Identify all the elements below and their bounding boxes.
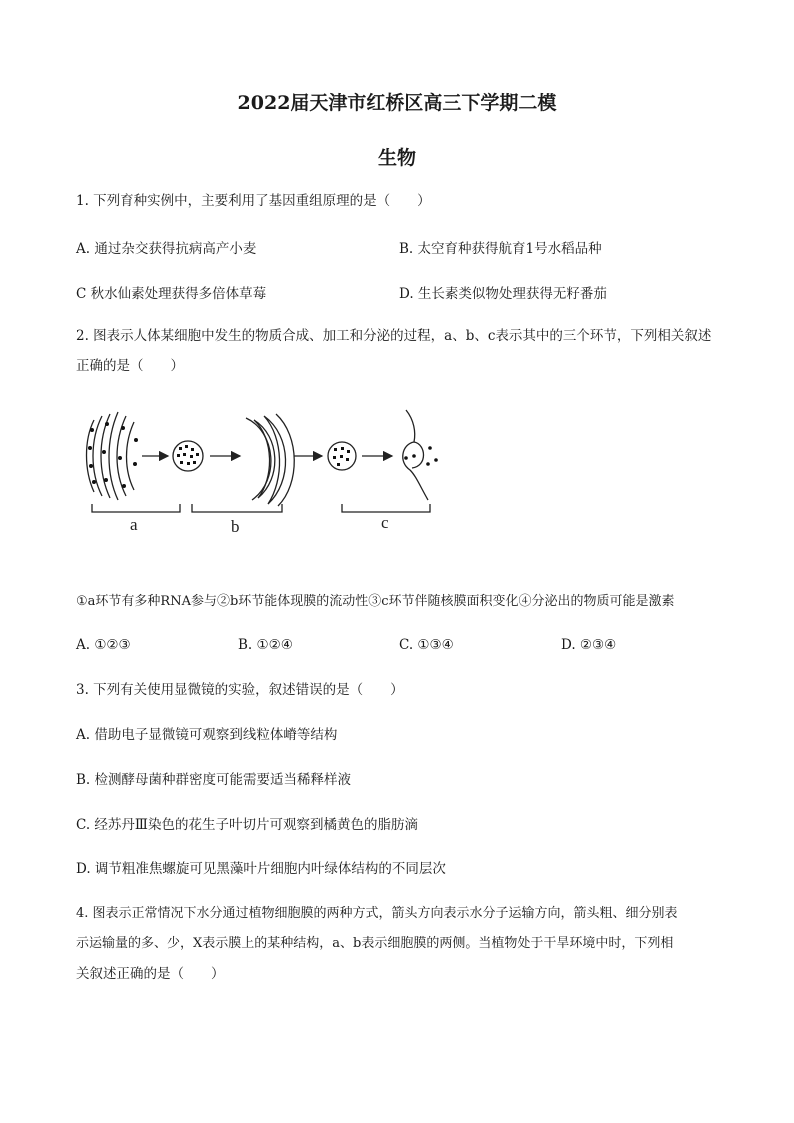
exam-title: 2022届天津市红桥区高三下学期二模 — [237, 92, 557, 114]
q1-option-c: C 秋水仙素处理获得多倍体草莓 — [76, 286, 267, 302]
label-b: b — [231, 517, 240, 536]
q2-option-c: C. ①③④ — [399, 637, 454, 653]
q2-option-d: D. ②③④ — [561, 637, 617, 653]
q2-stem-line1: 2. 图表示人体某细胞中发生的物质合成、加工和分泌的过程，a、b、c表示其中的三个环节，下列相关叙述 — [76, 328, 712, 344]
q1-option-d: D. 生长素类似物处理获得无籽番茄 — [399, 286, 607, 302]
q2-option-b: B. ①②④ — [238, 637, 293, 653]
rough-er-shape — [87, 412, 135, 500]
q3-option-d: D. 调节粗准焦螺旋可见黑藻叶片细胞内叶绿体结构的不同层次 — [76, 861, 446, 877]
q3-option-a: A. 借助电子显微镜可观察到线粒体嵴等结构 — [76, 727, 338, 743]
q4-line2: 示运输量的多、少，X表示膜上的某种结构，a、b表示细胞膜的两侧。当植物处于干旱环境中时，下列相 — [76, 936, 674, 951]
vesicle-2 — [328, 442, 356, 470]
q3-option-b: B. 检测酵母菌种群密度可能需要适当稀释样液 — [76, 772, 352, 788]
q3-stem: 3. 下列有关使用显微镜的实验，叙述错误的是（ ） — [76, 682, 404, 698]
q2-stem-line2: 正确的是（ ） — [76, 358, 184, 374]
q4-line3: 关叙述正确的是（ ） — [76, 966, 225, 982]
q3-option-c: C. 经苏丹Ⅲ染色的花生子叶切片可观察到橘黄色的脂肪滴 — [76, 817, 418, 833]
q1-stem: 1. 下列育种实例中，主要利用了基因重组原理的是（ ） — [76, 193, 431, 209]
vesicle-1 — [173, 441, 203, 471]
brackets — [92, 504, 430, 512]
q1-option-b: B. 太空育种获得航育1号水稻品种 — [399, 241, 602, 257]
golgi-shape — [246, 414, 294, 506]
label-a: a — [130, 515, 138, 534]
secretion-diagram — [80, 400, 460, 540]
label-c: c — [381, 513, 389, 532]
subject-title: 生物 — [377, 147, 416, 169]
q2-option-a: A. ①②③ — [76, 637, 131, 653]
q1-option-a: A. 通过杂交获得抗病高产小麦 — [76, 241, 257, 257]
q2-statements: ①a环节有多种RNA参与②b环节能体现膜的流动性③c环节伴随核膜面积变化④分泌出的物质可能是激素 — [76, 594, 675, 609]
q4-line1: 4. 图表示正常情况下水分通过植物细胞膜的两种方式，箭头方向表示水分子运输方向，箭头粗、细分别表 — [76, 906, 678, 921]
